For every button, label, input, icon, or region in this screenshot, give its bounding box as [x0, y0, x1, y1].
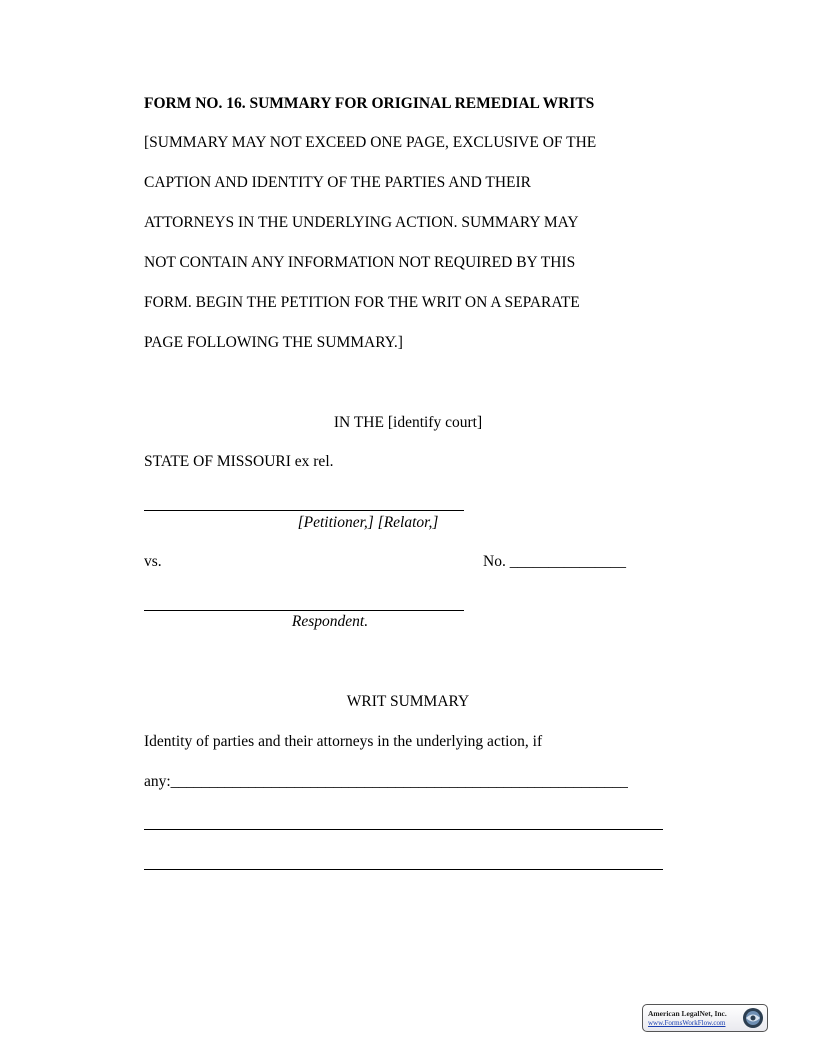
company-name: American LegalNet, Inc. — [648, 1009, 727, 1018]
instruction-line: ATTORNEYS IN THE UNDERLYING ACTION. SUMMARY MAY — [144, 214, 579, 231]
state-line: STATE OF MISSOURI ex rel. — [144, 453, 334, 470]
instruction-line: FORM. BEGIN THE PETITION FOR THE WRIT ON A SEPARATE — [144, 294, 580, 311]
instruction-line: CAPTION AND IDENTITY OF THE PARTIES AND THEIR — [144, 174, 532, 191]
respondent-label: Respondent. — [291, 613, 369, 630]
instruction-line: PAGE FOLLOWING THE SUMMARY.] — [144, 334, 403, 351]
identity-prompt: Identity of parties and their attorneys in the underlying action, if — [144, 733, 543, 750]
respondent-name-line[interactable] — [144, 610, 464, 611]
company-link[interactable]: www.FormsWorkFlow.com — [648, 1019, 726, 1027]
blank-answer-line[interactable] — [144, 869, 663, 870]
petitioner-name-line[interactable] — [144, 510, 464, 511]
instruction-line: [SUMMARY MAY NOT EXCEED ONE PAGE, EXCLUSIVE OF THE — [144, 134, 597, 151]
instruction-line: NOT CONTAIN ANY INFORMATION NOT REQUIRED BY THIS — [144, 254, 576, 271]
blank-answer-line[interactable] — [144, 829, 663, 830]
case-number-field[interactable]: No. _______________ — [483, 553, 626, 570]
vs-label: vs. — [144, 553, 162, 570]
court-heading: IN THE [identify court] — [333, 414, 483, 431]
petitioner-label: [Petitioner,] [Relator,] — [297, 514, 439, 531]
summary-heading: WRIT SUMMARY — [346, 693, 470, 710]
footer-badge[interactable] — [642, 1004, 768, 1032]
form-title: FORM NO. 16. SUMMARY FOR ORIGINAL REMEDIAL WRITS — [144, 95, 595, 112]
globe-logo-icon — [742, 1007, 764, 1029]
identity-field[interactable]: any:___________________________________________________________ — [144, 773, 628, 790]
